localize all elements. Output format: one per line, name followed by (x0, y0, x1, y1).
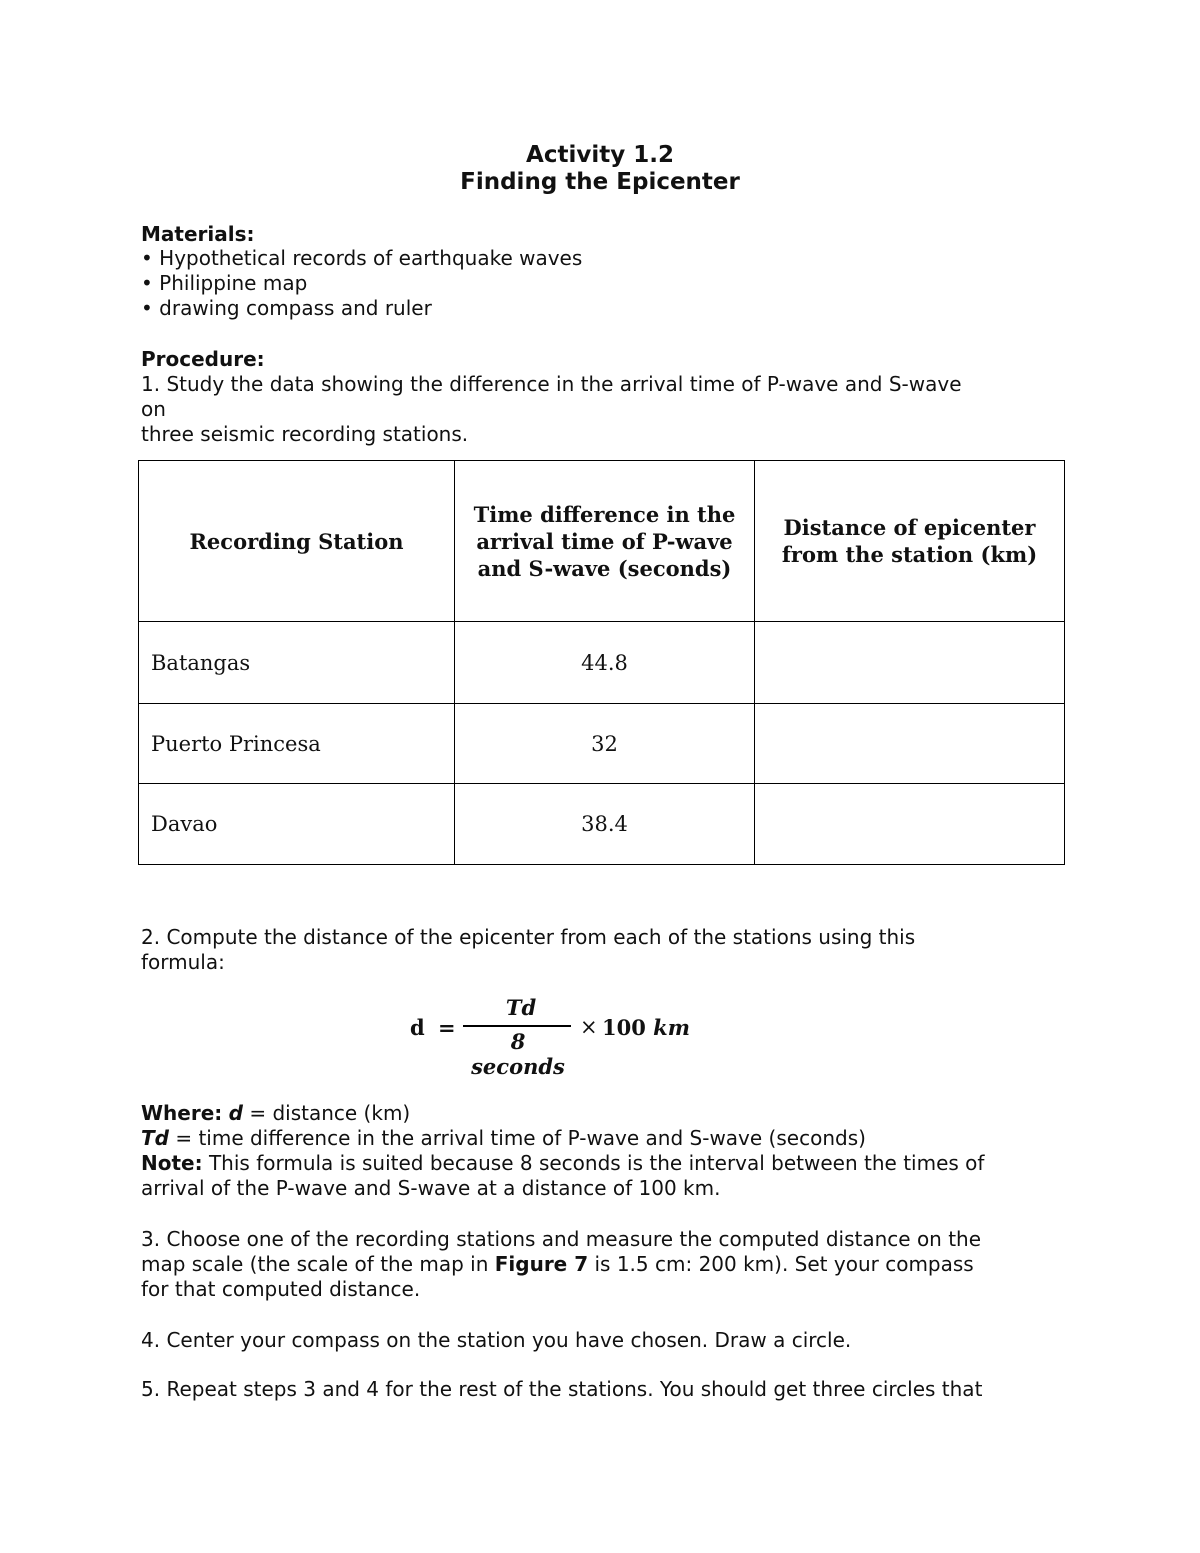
activity-title: Activity 1.2 (526, 142, 674, 168)
header-station: Recording Station (139, 461, 455, 622)
step3-line: for that computed distance. (141, 1277, 421, 1301)
procedure-label: Procedure: (141, 347, 265, 371)
table-row (139, 784, 1065, 865)
table-header-row (139, 461, 1065, 622)
materials-item: • drawing compass and ruler (141, 296, 432, 320)
step4-line: 4. Center your compass on the station you have chosen. Draw a circle. (141, 1328, 852, 1352)
header-time: Time difference in the arrival time of P-wave and S-wave (seconds) (455, 461, 755, 622)
formula-numerator: Td (505, 995, 537, 1020)
distance-cell[interactable] (755, 784, 1065, 865)
formula-denominator: 8 seconds (471, 1029, 565, 1079)
step3-line: 3. Choose one of the recording stations and measure the computed distance on the (141, 1227, 982, 1251)
station-cell: Batangas (139, 622, 455, 704)
time-cell: 38.4 (455, 784, 755, 865)
note-line: arrival of the P-wave and S-wave at a distance of 100 km. (141, 1176, 721, 1200)
step1-line: three seismic recording stations. (141, 422, 469, 446)
materials-label: Materials: (141, 222, 255, 246)
distance-cell[interactable] (755, 704, 1065, 784)
header-distance: Distance of epicenter from the station (km) (755, 461, 1065, 622)
distance-cell[interactable] (755, 622, 1065, 704)
materials-item: • Philippine map (141, 271, 308, 295)
where-line: Where: d = distance (km) (141, 1101, 411, 1125)
station-cell: Davao (139, 784, 455, 865)
step1-line: on (141, 397, 166, 421)
step2-line: formula: (141, 950, 225, 974)
formula-times: × (580, 1015, 598, 1039)
activity-subtitle: Finding the Epicenter (460, 169, 740, 195)
note-line: Note: This formula is suited because 8 seconds is the interval between the times of (141, 1151, 985, 1175)
step2-line: 2. Compute the distance of the epicenter from each of the stations using this (141, 925, 916, 949)
fraction-bar (463, 1025, 571, 1027)
step1-line: 1. Study the data showing the difference in the arrival time of P-wave and S-wave (141, 372, 962, 396)
time-cell: 44.8 (455, 622, 755, 704)
materials-item: • Hypothetical records of earthquake waves (141, 246, 583, 270)
step3-line: map scale (the scale of the map in Figure 7 is 1.5 cm: 200 km). Set your compass (141, 1252, 974, 1276)
table-row (139, 704, 1065, 784)
formula-lhs: d (410, 1015, 425, 1040)
formula-equals: = (438, 1015, 456, 1040)
table-row (139, 622, 1065, 704)
td-line: Td = time difference in the arrival time of P-wave and S-wave (seconds) (141, 1126, 866, 1150)
formula-factor: 100 km (602, 1015, 690, 1040)
step5-line: 5. Repeat steps 3 and 4 for the rest of the stations. You should get three circles that (141, 1377, 983, 1401)
station-cell: Puerto Princesa (139, 704, 455, 784)
time-cell: 32 (455, 704, 755, 784)
station-table (138, 460, 1065, 865)
